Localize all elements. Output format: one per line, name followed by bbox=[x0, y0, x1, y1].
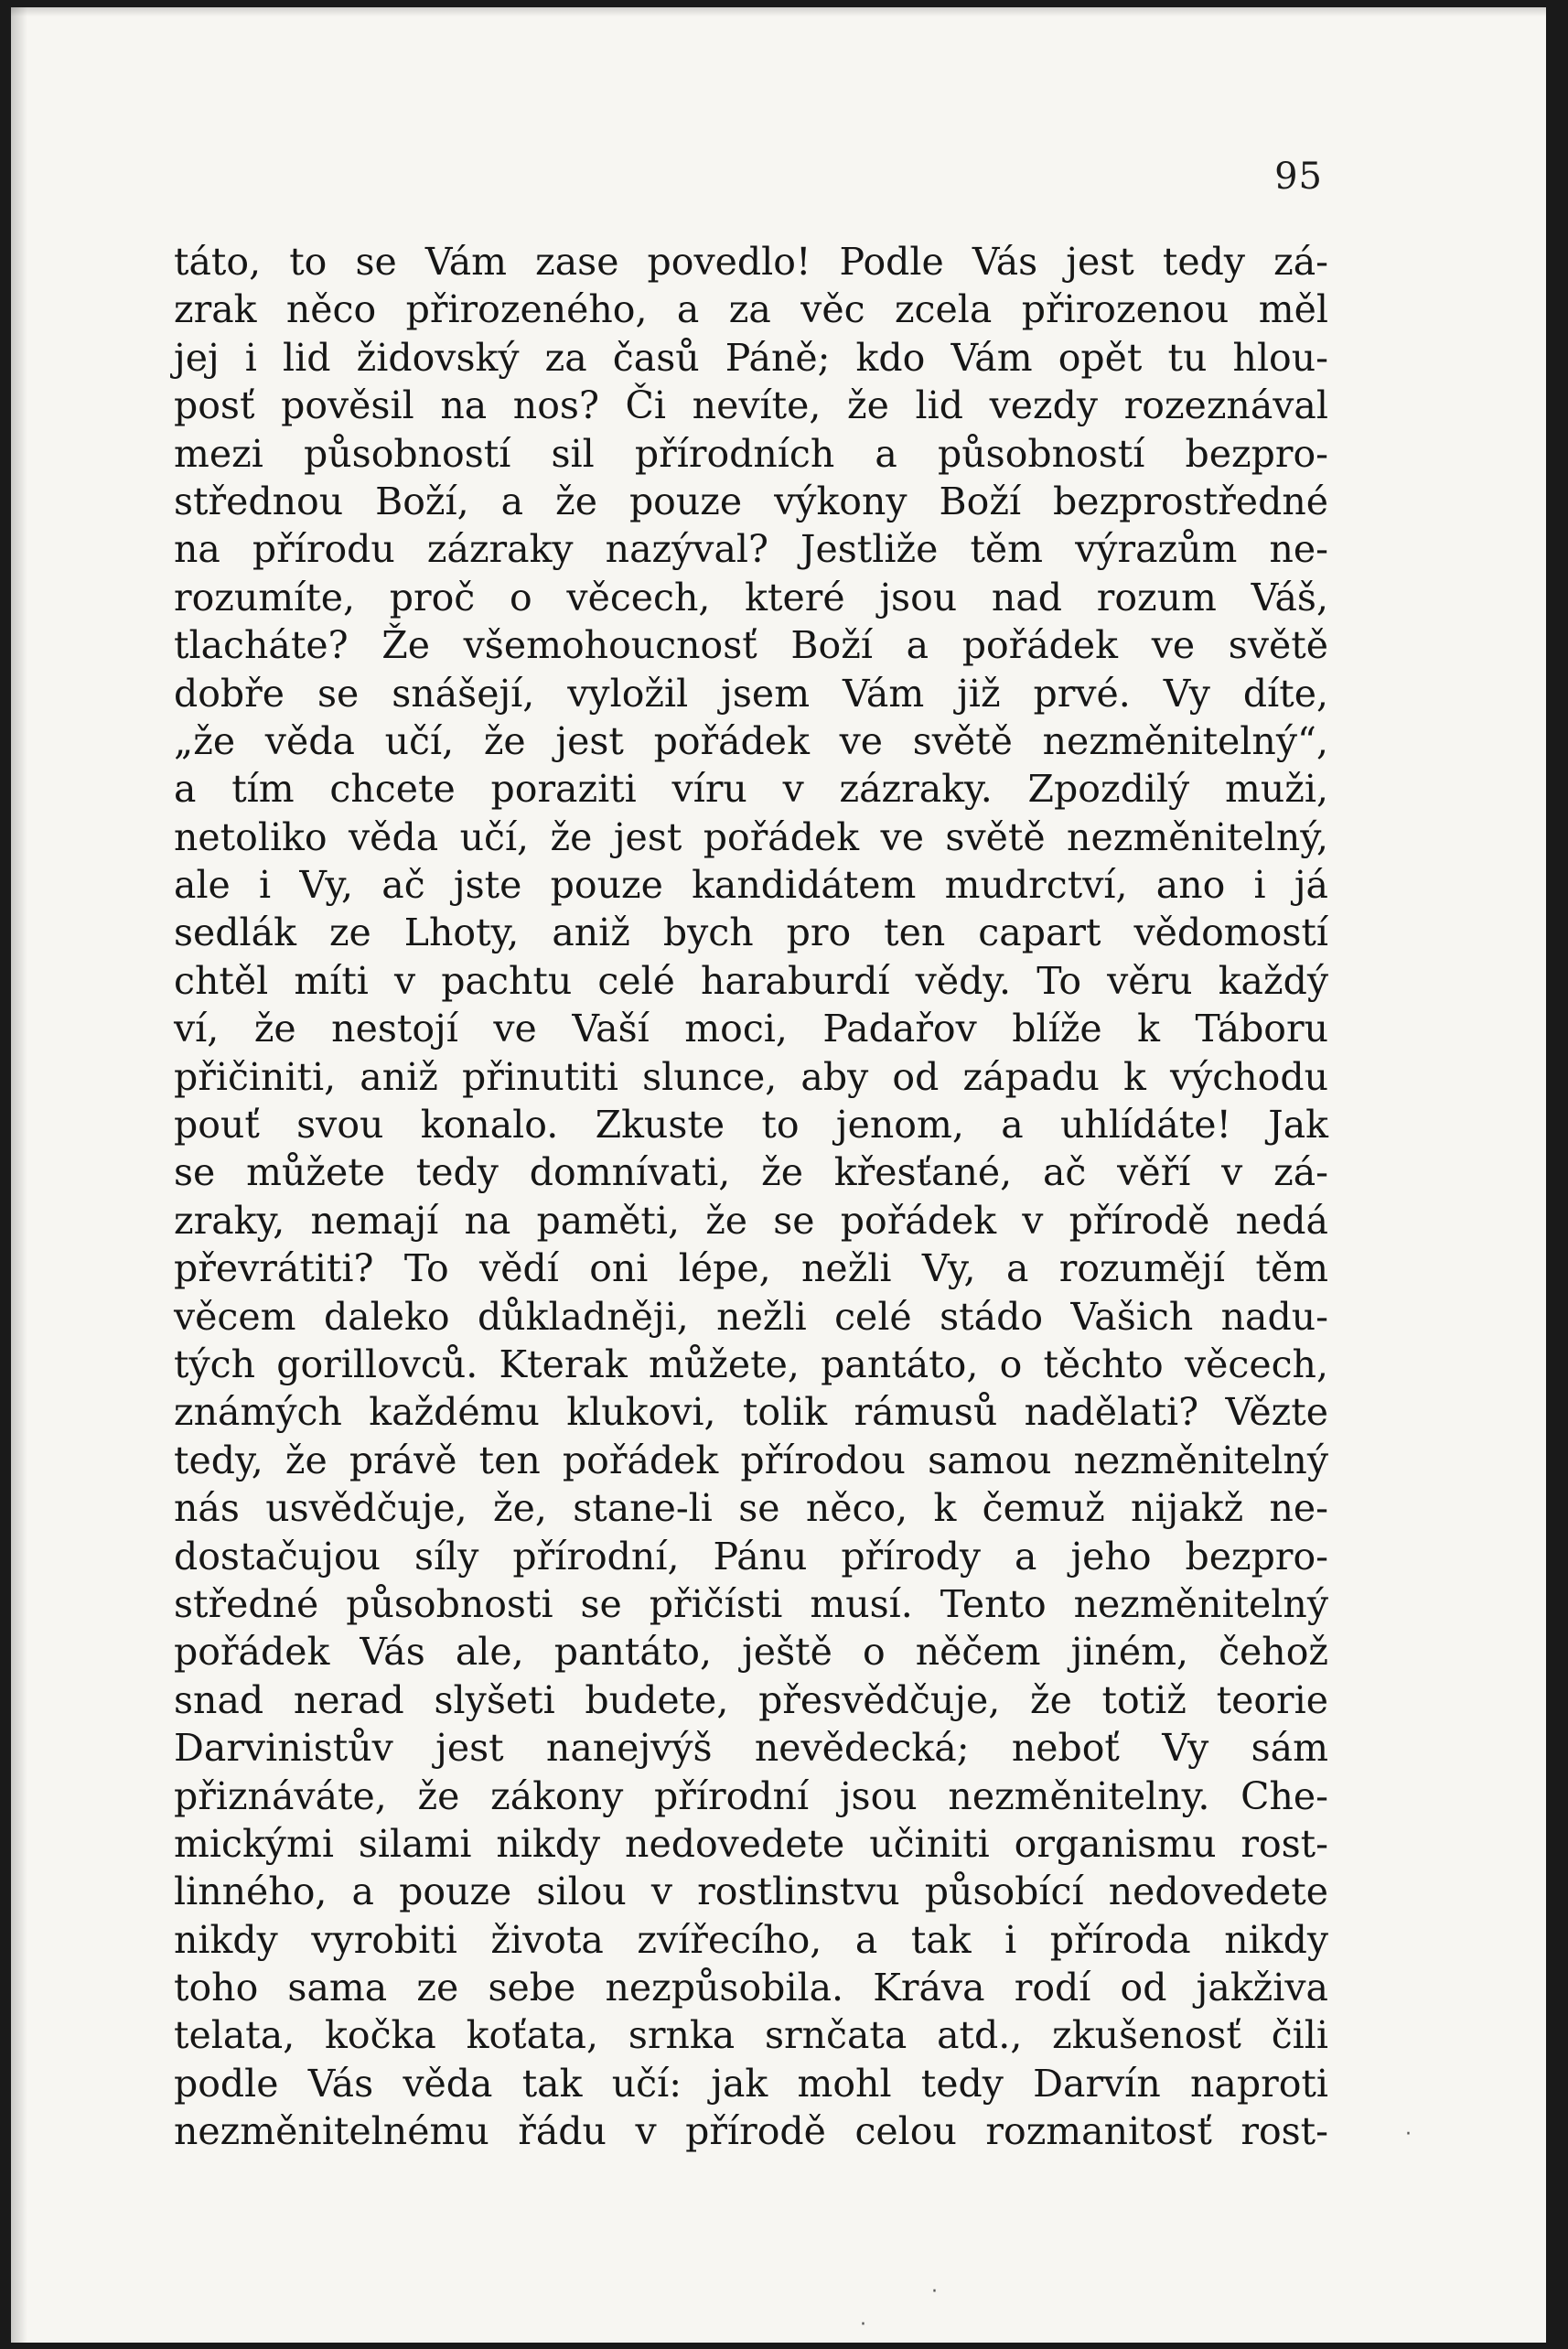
text-line: mezi působností sil přírodních a působností bezpro- bbox=[174, 431, 1328, 476]
text-line: linného, a pouze silou v rostlinstvu působící nedovedete bbox=[174, 1870, 1328, 1914]
text-line: Darvinistův jest nanejvýš nevědecká; neboť Vy sám bbox=[174, 1726, 1328, 1771]
text-line: ale i Vy, ač jste pouze kandidátem mudrctví, ano i já bbox=[174, 863, 1328, 908]
text-line: tedy, že právě ten pořádek přírodou samou nezměnitelný bbox=[174, 1438, 1328, 1482]
text-line: nás usvědčuje, že, stane-li se něco, k čemuž nijakž ne- bbox=[174, 1486, 1328, 1531]
text-line: posť pověsil na nos? Či nevíte, že lid vezdy rozeznával bbox=[174, 383, 1328, 428]
text-line: rozumíte, proč o věcech, které jsou nad rozum Váš, bbox=[174, 575, 1328, 620]
text-line: mickými silami nikdy nedovedete učiniti organismu rost- bbox=[174, 1821, 1328, 1866]
page-number: 95 bbox=[1274, 156, 1323, 198]
text-line: a tím chcete poraziti víru v zázraky. Zpozdilý muži, bbox=[174, 767, 1328, 812]
text-line: střednou Boží, a že pouze výkony Boží bezprostředné bbox=[174, 479, 1328, 523]
text-line: netoliko věda učí, že jest pořádek ve světě nezměnitelný, bbox=[174, 814, 1328, 859]
text-line: dobře se snášejí, vyložil jsem Vám již prvé. Vy díte, bbox=[174, 671, 1328, 716]
text-line: nikdy vyrobiti života zvířecího, a tak i příroda nikdy bbox=[174, 1917, 1328, 1962]
text-line: pouť svou konalo. Zkuste to jenom, a uhlídáte! Jak bbox=[174, 1103, 1328, 1148]
text-line: „že věda učí, že jest pořádek ve světě nezměnitelný“, bbox=[174, 718, 1328, 763]
text-line: přiznáváte, že zákony přírodní jsou nezměnitelny. Che- bbox=[174, 1773, 1328, 1818]
text-line: tých gorillovců. Kterak můžete, pantáto, o těchto věcech, bbox=[174, 1342, 1328, 1386]
text-line: zrak něco přirozeného, a za věc zcela přirozenou měl bbox=[174, 287, 1328, 332]
text-line: nezměnitelnému řádu v přírodě celou rozmanitosť rost- bbox=[174, 2109, 1328, 2154]
text-line: toho sama ze sebe nezpůsobila. Kráva rodí od jakživa bbox=[174, 1966, 1328, 2010]
text-line: přičiniti, aniž přinutiti slunce, aby od západu k východu bbox=[174, 1054, 1328, 1099]
text-line: podle Vás věda tak učí: jak mohl tedy Darvín naproti bbox=[174, 2061, 1328, 2106]
print-speck: · bbox=[931, 2280, 938, 2303]
text-line: telata, kočka koťata, srnka srnčata atd., zkušenosť čili bbox=[174, 2013, 1328, 2058]
text-line: chtěl míti v pachtu celé haraburdí vědy. To věru každý bbox=[174, 958, 1328, 1003]
print-speck: · bbox=[1405, 2123, 1412, 2146]
text-line: známých každému klukovi, tolik rámusů nadělati? Vězte bbox=[174, 1390, 1328, 1435]
text-line: se můžete tedy domnívati, že křesťané, ač věří v zá- bbox=[174, 1150, 1328, 1195]
text-line: snad nerad slyšeti budete, přesvědčuje, že totiž teorie bbox=[174, 1677, 1328, 1722]
text-line: středné působnosti se přičísti musí. Tento nezměnitelný bbox=[174, 1581, 1328, 1626]
text-line: na přírodu zázraky nazýval? Jestliže těm výrazům ne- bbox=[174, 527, 1328, 572]
print-speck: · bbox=[860, 2313, 866, 2336]
book-page bbox=[11, 7, 1546, 2343]
page-top-shadow bbox=[11, 7, 1546, 16]
text-line: tlacháte? Že všemohoucnosť Boží a pořádek ve světě bbox=[174, 623, 1328, 668]
page-edge-shadow bbox=[11, 7, 27, 2343]
text-line: táto, to se Vám zase povedlo! Podle Vás jest tedy zá- bbox=[174, 240, 1328, 284]
text-line: ví, že nestojí ve Vaší moci, Padařov blíže k Táboru bbox=[174, 1007, 1328, 1051]
text-line: jej i lid židovský za časů Páně; kdo Vám opět tu hlou- bbox=[174, 335, 1328, 380]
text-line: věcem daleko důkladněji, nežli celé stádo Vašich nadu- bbox=[174, 1294, 1328, 1339]
text-line: převrátiti? To vědí oni lépe, nežli Vy, a rozumějí těm bbox=[174, 1246, 1328, 1291]
text-line: sedlák ze Lhoty, aniž bych pro ten capart vědomostí bbox=[174, 911, 1328, 955]
text-line: pořádek Vás ale, pantáto, ještě o něčem jiném, čehož bbox=[174, 1630, 1328, 1675]
text-line: zraky, nemají na paměti, že se pořádek v přírodě nedá bbox=[174, 1198, 1328, 1243]
text-line: dostačujou síly přírodní, Pánu přírody a jeho bezpro- bbox=[174, 1534, 1328, 1579]
body-text bbox=[174, 238, 1328, 2156]
